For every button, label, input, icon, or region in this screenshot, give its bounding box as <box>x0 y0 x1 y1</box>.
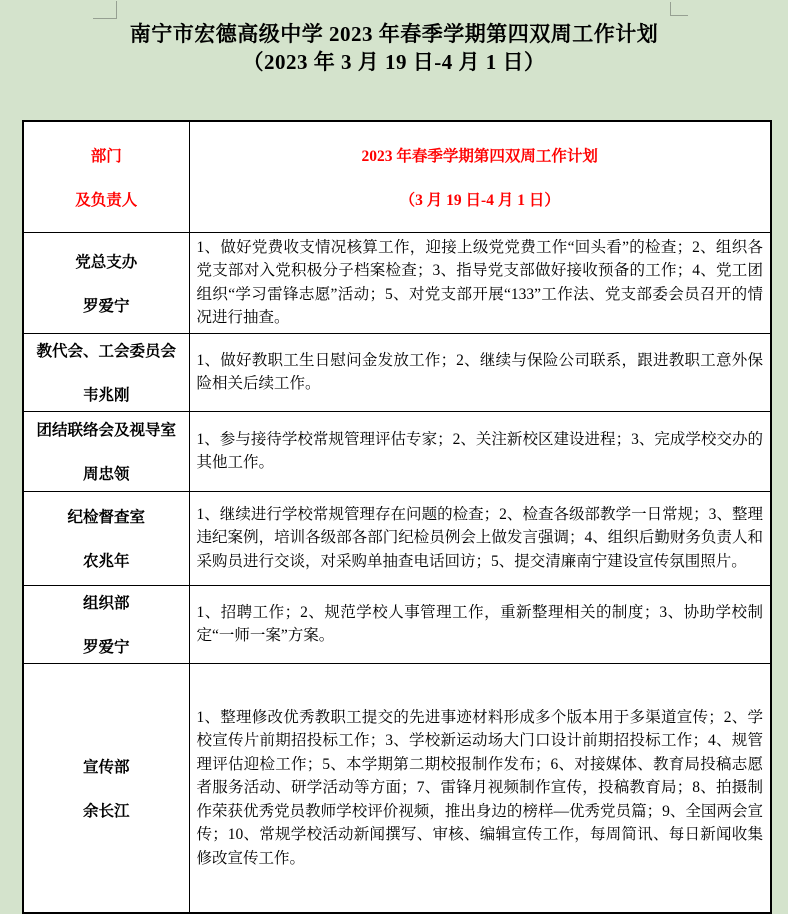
header-plan-line2: （3 月 19 日-4 月 1 日） <box>399 191 560 209</box>
plan-text: 1、参与接待学校常规管理评估专家；2、关注新校区建设进程；3、完成学校交办的其他工作。 <box>196 430 763 471</box>
table-row <box>23 491 771 585</box>
department-cell <box>23 232 189 333</box>
department-name: 教代会、工会委员会 <box>36 343 176 360</box>
department-name: 宣传部 <box>82 758 130 776</box>
plan-text: 1、做好教职工生日慰问金发放工作；2、继续与保险公司联系，跟进教职工意外保险相关后续工作。 <box>196 351 763 392</box>
department-cell <box>23 333 189 411</box>
table-row <box>23 333 771 411</box>
person-name: 周忠领 <box>82 466 130 483</box>
title-line-2: （2023 年 3 月 19 日-4 月 1 日） <box>242 50 546 74</box>
person-name: 韦兆刚 <box>82 387 130 404</box>
plan-text: 1、招聘工作；2、规范学校人事管理工作，重新整理相关的制度；3、协助学校制定“一师一案”方案。 <box>196 603 763 644</box>
plan-cell <box>189 585 771 663</box>
department-cell <box>23 491 189 585</box>
plan-text: 1、做好党费收支情况核算工作，迎接上级党党费工作“回头看”的检查；2、组织各党支部对入党积极分子档案检查；3、指导党支部做好接收预备的工作；4、党工团组织“学习雷锋志愿”活动；5、对党支部开展“133”工作法、党支部委会员召开的情况进行抽查。 <box>196 238 763 326</box>
person-name: 农兆年 <box>82 553 130 570</box>
table-header-row <box>23 121 771 232</box>
header-department-line1: 部门 <box>90 147 122 165</box>
header-plan-line1: 2023 年春季学期第四双周工作计划 <box>361 147 598 165</box>
department-name: 组织部 <box>82 595 130 612</box>
plan-text: 1、整理修改优秀教职工提交的先进事迹材料形成多个版本用于多渠道宣传；2、学校宣传片前期招投标工作；3、学校新运动场大门口设计前期招投标工作；4、规管理评估迎检工作；5、本学期第二期校报制作发布；6、对接媒体、教育局投稿志愿者服务活动、研学活动等方面；7、雷锋月视频制作宣传，投稿教育局；8、拍摄制作荣获优秀党员教师学校评价视频，推出身边的榜样—优秀党员篇；9、全国两会宣传；10、常规学校活动新闻撰写、审核、编辑宣传工作，每周简讯、每日新闻收集修改宣传工作。 <box>196 708 763 867</box>
person-name: 罗爱宁 <box>82 639 130 656</box>
person-name: 余长江 <box>82 802 130 820</box>
department-name: 团结联络会及视导室 <box>36 422 176 439</box>
header-department-cell <box>23 121 189 232</box>
title-line-1: 南宁市宏德高级中学 2023 年春季学期第四双周工作计划 <box>129 22 659 46</box>
department-name: 纪检督查室 <box>67 509 145 526</box>
plan-cell <box>189 232 771 333</box>
plan-cell <box>189 491 771 585</box>
plan-cell <box>189 411 771 491</box>
person-name: 罗爱宁 <box>82 297 130 315</box>
header-department-line2: 及负责人 <box>75 191 138 209</box>
department-cell <box>23 411 189 491</box>
table-row <box>23 585 771 663</box>
department-cell <box>23 663 189 913</box>
department-name: 党总支办 <box>75 253 138 271</box>
table-row <box>23 411 771 491</box>
plan-text: 1、继续进行学校常规管理存在问题的检查；2、检查各级部教学一日常规；3、整理违纪案例，培训各级部各部门纪检员例会上做发言强调；4、组织后勤财务负责人和采购员进行交谈，对采购单抽查电话回访；5、提交清廉南宁建设宣传氛围照片。 <box>196 505 763 570</box>
table-row <box>23 232 771 333</box>
document-title <box>0 0 788 76</box>
header-plan-cell <box>189 121 771 232</box>
plan-cell <box>189 663 771 913</box>
plan-cell <box>189 333 771 411</box>
work-plan-table <box>22 120 772 914</box>
department-cell <box>23 585 189 663</box>
table-row <box>23 663 771 913</box>
